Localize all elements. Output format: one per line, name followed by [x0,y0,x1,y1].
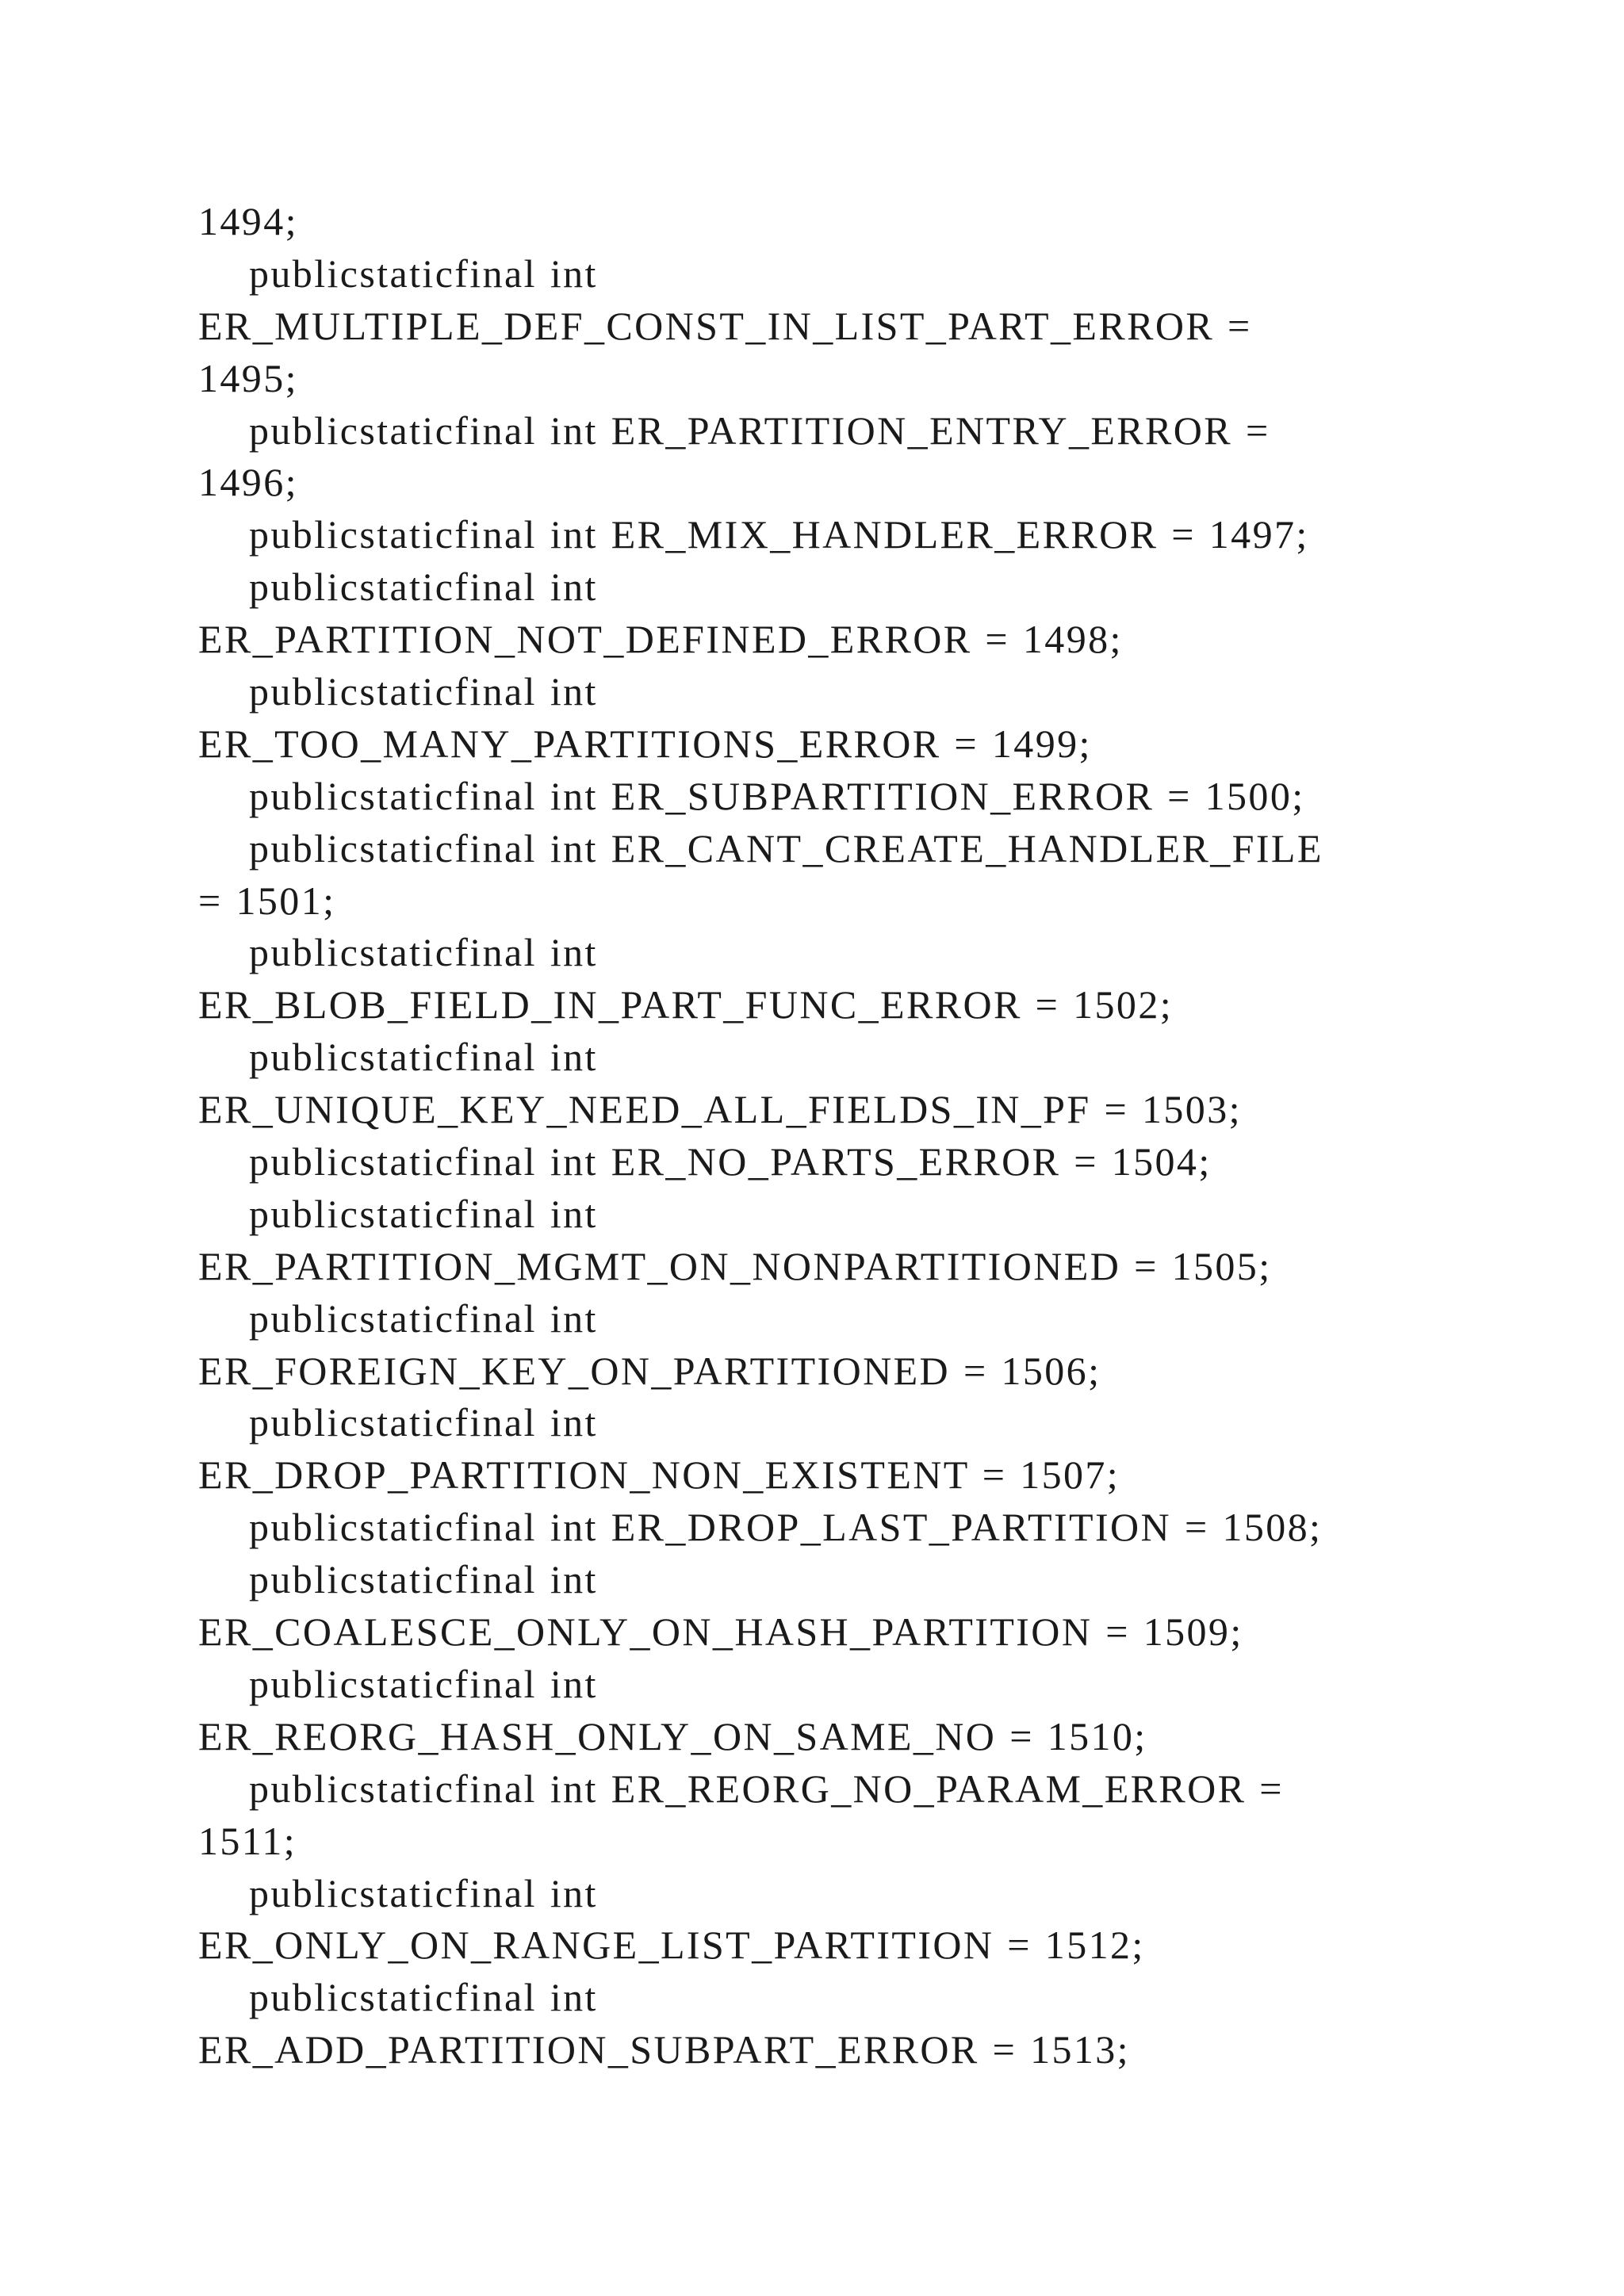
code-text-block [198,196,1435,2076]
text-line: publicstaticfinal int [249,1557,598,1602]
text-line: ER_REORG_HASH_ONLY_ON_SAME_NO = 1510; [198,1713,1147,1758]
text-line: publicstaticfinal int [249,564,598,610]
text-line: publicstaticfinal int ER_NO_PARTS_ERROR = 1504; [249,1139,1212,1184]
text-line: publicstaticfinal int [249,1870,598,1915]
text-line: publicstaticfinal int [249,1035,598,1080]
text-line: ER_PARTITION_MGMT_ON_NONPARTITIONED = 1505; [198,1243,1272,1288]
text-line: publicstaticfinal int ER_SUBPARTITION_ERROR = 1500; [249,773,1305,818]
text-line: publicstaticfinal int [249,1975,598,2020]
text-line: ER_ONLY_ON_RANGE_LIST_PARTITION = 1512; [198,1923,1145,1968]
text-line: ER_MULTIPLE_DEF_CONST_IN_LIST_PART_ERROR = [198,303,1252,348]
text-line: ER_ADD_PARTITION_SUBPART_ERROR = 1513; [198,2027,1130,2072]
text-line: ER_DROP_PARTITION_NON_EXISTENT = 1507; [198,1452,1120,1498]
text-line: 1494; [198,199,298,243]
text-line: publicstaticfinal int [249,1400,598,1445]
text-line: publicstaticfinal int ER_PARTITION_ENTRY_ERROR = [249,408,1270,453]
text-line: = 1501; [198,878,336,923]
text-line: publicstaticfinal int ER_DROP_LAST_PARTITION = 1508; [249,1505,1323,1550]
text-line: ER_FOREIGN_KEY_ON_PARTITIONED = 1506; [198,1348,1101,1393]
text-line: publicstaticfinal int [249,930,598,975]
text-line: publicstaticfinal int [249,1191,598,1236]
text-line: ER_TOO_MANY_PARTITIONS_ERROR = 1499; [198,721,1092,766]
text-line: ER_UNIQUE_KEY_NEED_ALL_FIELDS_IN_PF = 1503; [198,1087,1242,1132]
text-line: publicstaticfinal int ER_MIX_HANDLER_ERROR = 1497; [249,512,1309,557]
text-line: publicstaticfinal int ER_REORG_NO_PARAM_ERROR = [249,1766,1284,1811]
text-line: 1511; [198,1818,297,1863]
text-line: 1496; [198,460,298,505]
text-line: ER_PARTITION_NOT_DEFINED_ERROR = 1498; [198,617,1123,662]
text-line: publicstaticfinal int [249,1661,598,1706]
text-line: publicstaticfinal int [249,251,598,296]
text-line: ER_COALESCE_ONLY_ON_HASH_PARTITION = 1509; [198,1609,1243,1655]
text-line: 1495; [198,355,298,400]
text-line: publicstaticfinal int ER_CANT_CREATE_HANDLER_FILE [249,825,1323,871]
text-line: ER_BLOB_FIELD_IN_PART_FUNC_ERROR = 1502; [198,982,1174,1027]
text-line: publicstaticfinal int [249,1295,598,1341]
text-line: publicstaticfinal int [249,669,598,714]
